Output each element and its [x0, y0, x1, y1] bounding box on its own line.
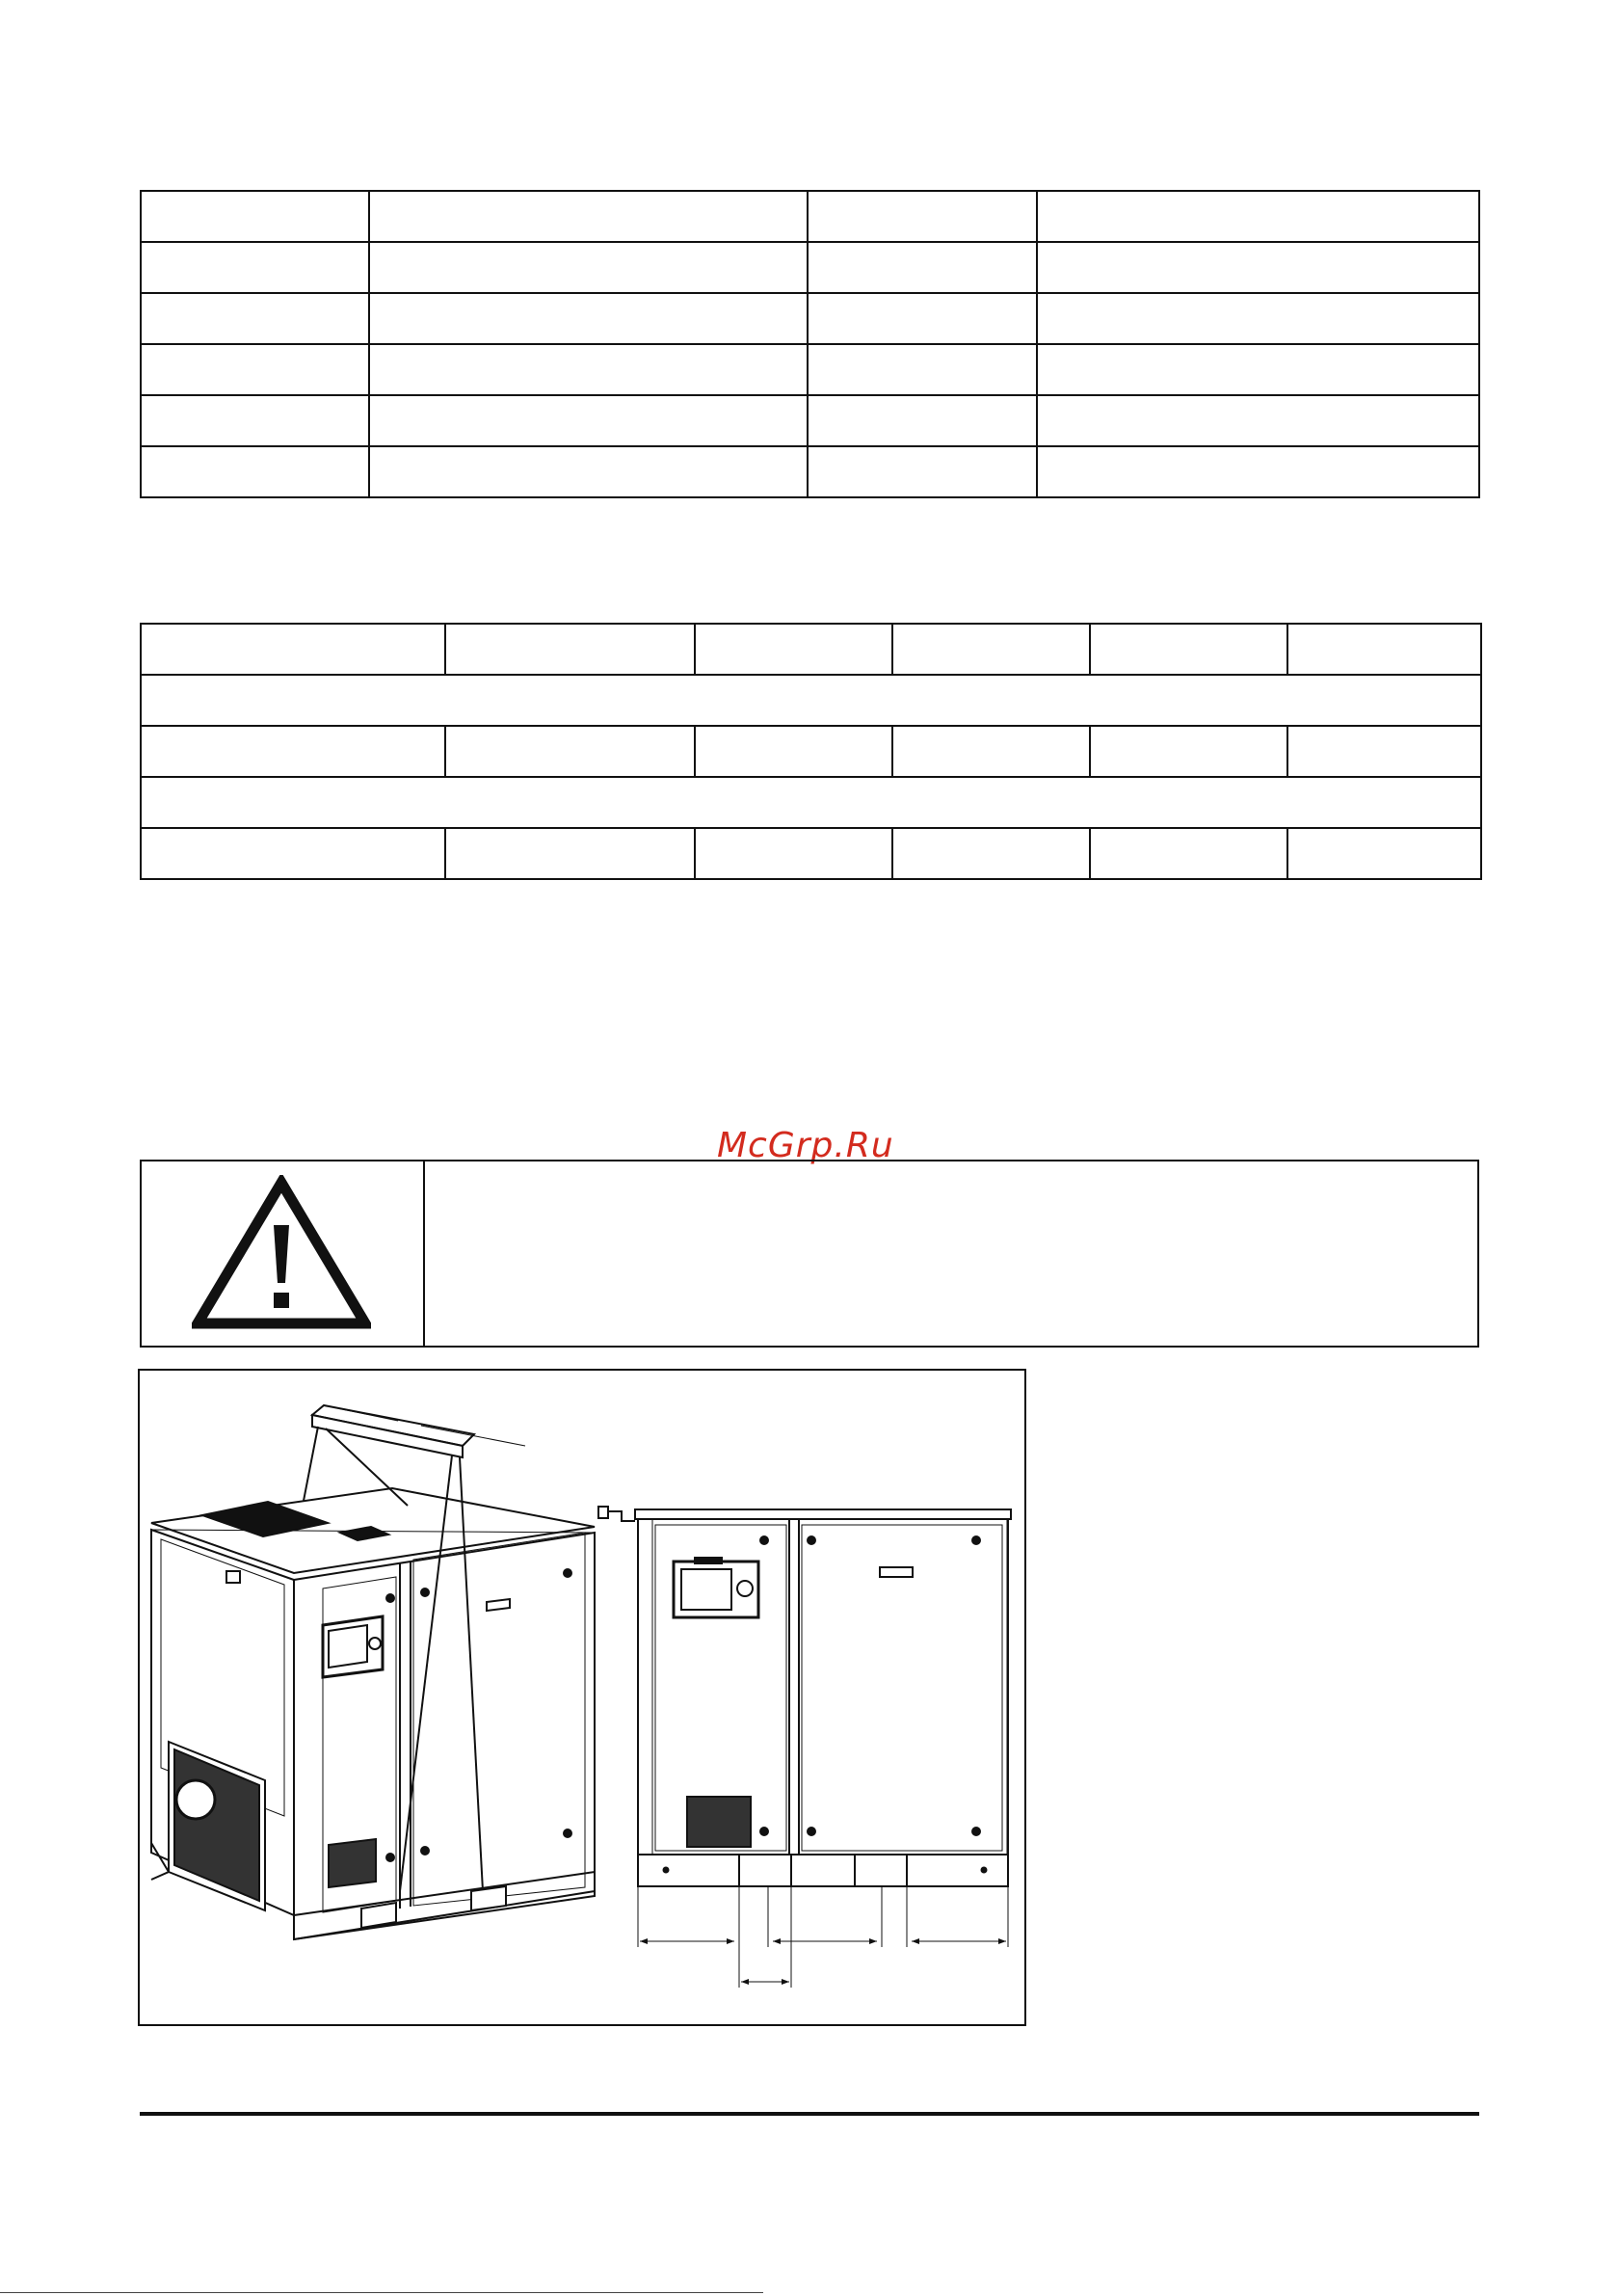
spec-table-2: [140, 623, 1482, 880]
table-row: [141, 828, 1481, 879]
table-row: [141, 624, 1481, 675]
compressor-isometric-icon: [151, 1488, 595, 1939]
footer-rule: [140, 2112, 1479, 2116]
table-row: [141, 293, 1479, 344]
table-row: [141, 191, 1479, 242]
table-section-row: [141, 777, 1481, 828]
spec-table-1: [140, 190, 1480, 498]
table-section-row: [141, 675, 1481, 726]
warning-triangle-icon: [192, 1175, 371, 1336]
compressor-figure: [138, 1369, 1026, 2026]
compressor-drawing: [140, 1371, 1024, 2024]
table-row: [141, 446, 1479, 497]
warning-divider: [423, 1161, 425, 1346]
table-row: [141, 242, 1479, 293]
table-row: [141, 395, 1479, 446]
table-row: [141, 726, 1481, 777]
page-edge-rule: [0, 2292, 763, 2293]
warning-box: [140, 1160, 1479, 1348]
compressor-front-view-icon: [598, 1507, 1011, 1988]
table-row: [141, 344, 1479, 395]
watermark: McGrp.Ru: [717, 1126, 894, 1165]
